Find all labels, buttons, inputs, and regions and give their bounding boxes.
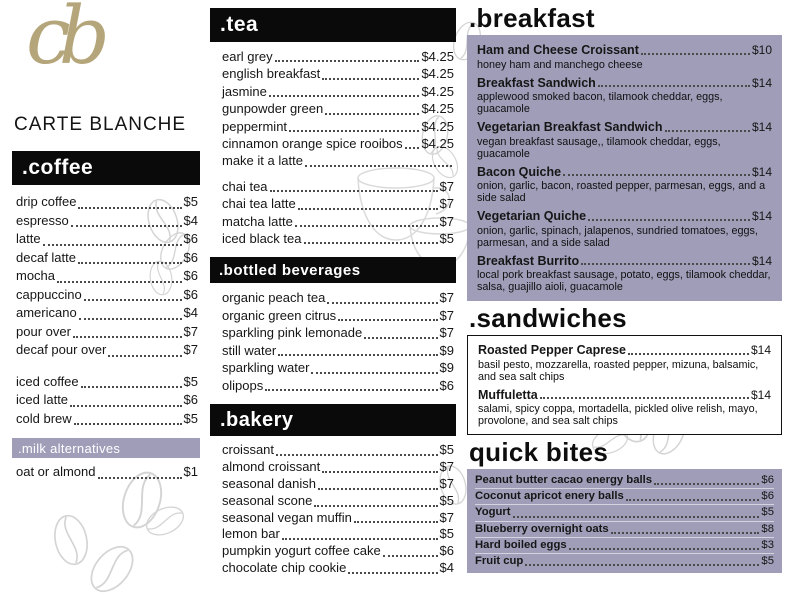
item-price: $5	[439, 231, 454, 247]
menu-item	[477, 165, 772, 205]
item-name: almond croissant	[222, 459, 321, 475]
item-price: $14	[751, 120, 772, 134]
coffee-bean-icon	[78, 534, 146, 604]
menu-item	[222, 442, 454, 459]
dotted-leader	[588, 219, 750, 221]
item-name: pumpkin yogurt coffee cake	[222, 543, 381, 559]
item-name: Hard boiled eggs	[475, 538, 567, 551]
menu-item	[16, 230, 198, 249]
dotted-leader	[626, 499, 760, 501]
item-price: $4	[183, 305, 198, 320]
item-name: iced coffee	[16, 373, 79, 389]
dotted-leader	[78, 207, 181, 209]
dotted-leader	[305, 165, 452, 167]
dotted-leader	[665, 130, 750, 132]
menu-item	[222, 510, 454, 527]
dotted-leader	[338, 319, 437, 321]
menu-item	[16, 212, 198, 231]
item-name: iced black tea	[222, 231, 302, 247]
item-name: espresso	[16, 212, 69, 228]
dotted-leader	[278, 354, 437, 356]
item-price: $7	[439, 307, 454, 323]
menu-item	[222, 324, 454, 342]
menu-item	[222, 230, 454, 247]
item-description: salami, spicy coppa, mortadella, pickled olive relish, mayo, provolone, and sea salt chips	[478, 403, 758, 427]
dotted-leader	[525, 564, 759, 566]
menu-item	[222, 289, 454, 307]
item-name: olipops	[222, 377, 264, 393]
dotted-leader	[540, 397, 749, 399]
item-name: mocha	[16, 268, 56, 283]
menu-item	[16, 249, 198, 268]
item-price: $4	[439, 560, 454, 576]
item-price: $1	[183, 464, 198, 479]
dotted-leader	[598, 85, 750, 87]
dotted-leader	[364, 337, 437, 339]
item-name: Ham and Cheese Croissant	[477, 43, 639, 57]
dotted-leader	[270, 190, 438, 192]
menu-item	[222, 543, 454, 560]
dotted-leader	[628, 353, 749, 355]
item-price: $5	[439, 492, 454, 508]
middle-column	[210, 8, 456, 577]
item-price: $8	[761, 522, 774, 535]
item-price: $7	[439, 509, 454, 525]
item-price: $10	[751, 43, 772, 57]
section-header-breakfast: .breakfast	[469, 3, 595, 33]
item-price: $5	[183, 410, 198, 426]
item-price: $7	[439, 325, 454, 341]
dotted-leader	[383, 555, 438, 557]
item-name: drip coffee	[16, 194, 77, 209]
item-name: organic green citrus	[222, 307, 337, 323]
dotted-leader	[641, 53, 750, 55]
item-price: $5	[439, 526, 454, 542]
coffee-iced-list	[12, 373, 200, 429]
coffee-bean-icon	[47, 509, 96, 572]
quick-bites-box	[467, 469, 782, 573]
item-name: Breakfast Sandwich	[477, 75, 596, 90]
item-price: $5	[761, 506, 774, 519]
item-name: Coconut apricot enery balls	[475, 490, 624, 503]
menu-item	[222, 459, 454, 476]
menu-item	[222, 342, 454, 360]
item-price: $4.25	[421, 49, 454, 64]
item-price: $4.25	[421, 83, 454, 99]
item-name: croissant	[222, 442, 275, 458]
section-title: .bakery	[220, 408, 294, 431]
dotted-leader	[318, 488, 438, 490]
menu-item	[222, 48, 454, 65]
dotted-leader	[81, 386, 182, 388]
bakery-list	[210, 436, 456, 576]
dotted-leader	[98, 477, 182, 479]
menu-item	[16, 286, 198, 305]
menu-item	[222, 118, 454, 135]
menu-item	[222, 526, 454, 543]
dotted-leader	[74, 423, 182, 425]
item-name: Vegetarian Breakfast Sandwich	[477, 120, 663, 134]
item-price: $7	[439, 476, 454, 492]
item-name: Vegetarian Quiche	[477, 209, 587, 223]
dotted-leader	[304, 242, 438, 244]
item-name: chocolate chip cookie	[222, 560, 347, 576]
item-price: $14	[751, 253, 772, 268]
item-price: $6	[183, 392, 198, 407]
item-description: basil pesto, mozzarella, roasted pepper, mizuna, balsamic, and sea salt chips	[478, 358, 759, 383]
item-name: Muffuletta	[478, 387, 538, 402]
menu-item	[16, 323, 198, 342]
item-price: $9	[439, 360, 454, 376]
item-name: chai tea latte	[222, 196, 296, 212]
logo-monogram: cb	[26, 0, 99, 82]
menu-item	[475, 522, 774, 538]
menu-item	[475, 473, 774, 489]
menu-item	[16, 304, 198, 323]
section-title: .milk alternatives	[18, 440, 121, 456]
dotted-leader	[57, 281, 182, 283]
item-description: honey ham and manchego cheese	[477, 58, 643, 71]
dotted-leader	[70, 405, 181, 407]
item-name: Breakfast Burrito	[477, 253, 580, 268]
item-name: peppermint	[222, 118, 288, 134]
menu-item	[222, 100, 454, 117]
item-price: $14	[750, 387, 771, 402]
item-name: latte	[16, 231, 41, 246]
item-name: Peanut butter cacao energy balls	[475, 474, 653, 486]
menu-item	[222, 135, 454, 152]
item-price: $4.25	[421, 101, 454, 117]
menu-item	[222, 65, 454, 82]
menu-item	[222, 178, 454, 195]
item-price: $5	[761, 555, 774, 568]
menu-item	[478, 388, 771, 428]
section-header-bakery	[210, 404, 456, 436]
item-price: $6	[183, 268, 198, 283]
menu-item	[16, 391, 198, 410]
item-price: $6	[439, 377, 454, 393]
menu-item	[16, 341, 198, 360]
dotted-leader	[348, 572, 437, 574]
dotted-leader	[325, 113, 419, 115]
dotted-leader	[581, 263, 750, 265]
item-price: $5	[183, 373, 198, 389]
item-name: cappuccino	[16, 286, 82, 302]
menu-item	[222, 83, 454, 100]
menu-item	[222, 476, 454, 493]
item-price: $14	[751, 75, 772, 90]
item-name: pour over	[16, 323, 71, 339]
dotted-leader	[322, 471, 437, 473]
menu-item	[475, 489, 774, 505]
coffee-hot-list	[12, 185, 200, 360]
menu-item	[475, 538, 774, 554]
item-name: cinnamon orange spice rooibos	[222, 136, 403, 152]
dotted-leader	[79, 318, 182, 320]
dotted-leader	[269, 95, 420, 97]
menu-item	[222, 195, 454, 212]
item-price: $6	[761, 490, 774, 503]
dotted-leader	[265, 389, 437, 391]
section-header-coffee	[12, 151, 200, 185]
item-name: still water	[222, 342, 277, 358]
menu-item	[222, 307, 454, 325]
item-price: $4.25	[421, 136, 454, 152]
item-price: $7	[439, 196, 454, 212]
section-header-sandwiches: .sandwiches	[469, 303, 627, 333]
item-name: earl grey	[222, 49, 273, 64]
section-title: .coffee	[22, 156, 94, 179]
section-title: .bottled beverages	[219, 261, 361, 279]
item-price: $5	[183, 194, 198, 209]
item-name: Fruit cup	[475, 555, 524, 568]
item-price: $7	[439, 290, 454, 306]
dotted-leader	[569, 548, 760, 550]
dotted-leader	[354, 521, 438, 523]
menu-item	[477, 209, 772, 249]
sandwiches-box	[467, 335, 782, 435]
dotted-leader	[108, 355, 181, 357]
menu-item	[475, 554, 774, 569]
tea-specialty-list	[210, 178, 456, 248]
item-name: sparkling pink lemonade	[222, 325, 363, 341]
section-header-tea	[210, 8, 456, 42]
menu-item	[222, 560, 454, 577]
item-name: seasonal danish	[222, 476, 316, 492]
brand-name: CARTE BLANCHE	[14, 114, 187, 135]
item-description: onion, garlic, spinach, jalapenos, sundried tomatoes, eggs, parmesan, and a side salad	[477, 224, 758, 249]
section-header-quick-bites: quick bites	[469, 437, 609, 467]
dotted-leader	[311, 372, 437, 374]
item-name: matcha latte	[222, 213, 293, 229]
menu-item	[477, 43, 772, 71]
item-price: $7	[183, 342, 198, 357]
bottled-beverages-list	[210, 283, 456, 394]
item-price: $4.25	[421, 66, 454, 82]
breakfast-box	[467, 35, 782, 301]
menu-item	[478, 343, 771, 383]
dotted-leader	[84, 299, 182, 301]
item-name: gunpowder green	[222, 101, 324, 117]
menu-item	[16, 463, 198, 482]
menu-item	[16, 410, 198, 429]
dotted-leader	[405, 147, 420, 149]
item-name: americano	[16, 305, 77, 320]
item-name: lemon bar	[222, 526, 280, 542]
dotted-leader	[298, 208, 438, 210]
menu-item	[222, 213, 454, 230]
dotted-leader	[275, 60, 420, 62]
right-column	[467, 4, 782, 573]
item-price: $7	[439, 213, 454, 229]
coffee-bean-icon	[138, 498, 192, 545]
item-price: $14	[751, 164, 772, 179]
item-name: jasmine	[222, 83, 267, 99]
item-price: $7	[439, 178, 454, 194]
item-name: oat or almond	[16, 464, 96, 479]
item-price: $7	[439, 459, 454, 475]
menu-item	[477, 120, 772, 160]
brand-logo	[12, 0, 200, 106]
dotted-leader	[71, 225, 182, 227]
dotted-leader	[513, 516, 760, 518]
item-name: seasonal vegan muffin	[222, 509, 352, 525]
item-price: $14	[751, 209, 772, 223]
menu-item	[16, 373, 198, 392]
item-price: $3	[761, 538, 774, 551]
item-price: $9	[439, 342, 454, 358]
item-name: seasonal scone	[222, 492, 313, 508]
item-name: sparkling water	[222, 360, 310, 376]
item-name: english breakfast	[222, 66, 321, 82]
item-name: make it a latte	[222, 153, 303, 169]
item-name: Blueberry overnight oats	[475, 522, 609, 535]
item-price: $6	[183, 249, 198, 265]
section-header-bottled-beverages	[210, 257, 456, 283]
item-name: decaf pour over	[16, 342, 107, 357]
item-price: $5	[439, 442, 454, 458]
dotted-leader	[73, 336, 182, 338]
dotted-leader	[314, 505, 437, 507]
item-price: $6	[439, 543, 454, 559]
item-price: $14	[750, 343, 771, 357]
item-price: $6	[183, 286, 198, 302]
menu-item	[16, 267, 198, 286]
spacer	[12, 360, 200, 373]
milk-alternatives-list	[12, 458, 200, 482]
dotted-leader	[78, 262, 182, 264]
item-name: Bacon Quiche	[477, 164, 562, 179]
dotted-leader	[654, 483, 759, 485]
item-price: $4.25	[421, 118, 454, 134]
item-description: vegan breakfast sausage,, tilamook cheddar, eggs, guacamole	[477, 135, 721, 160]
dotted-leader	[327, 302, 437, 304]
spacer	[210, 170, 456, 178]
menu-item	[477, 254, 772, 294]
dotted-leader	[322, 78, 419, 80]
dotted-leader	[276, 454, 438, 456]
item-description: onion, garlic, bacon, roasted pepper, parmesan, eggs, and a side salad	[477, 180, 766, 204]
dotted-leader	[295, 225, 438, 227]
item-price: $4	[183, 212, 198, 228]
tea-hot-list	[210, 42, 456, 170]
dotted-leader	[563, 174, 750, 176]
dotted-leader	[611, 532, 760, 534]
item-description: applewood smoked bacon, tilamook cheddar, eggs, guacamole	[477, 91, 723, 115]
item-name: iced latte	[16, 392, 69, 407]
menu-item	[477, 76, 772, 116]
menu-item	[475, 505, 774, 521]
menu-item	[222, 493, 454, 510]
item-name: organic peach tea	[222, 290, 326, 306]
dotted-leader	[282, 538, 438, 540]
item-price: $7	[183, 323, 198, 339]
menu-item	[222, 377, 454, 395]
dotted-leader	[43, 244, 182, 246]
item-name: chai tea	[222, 178, 268, 194]
item-price: $6	[761, 474, 774, 486]
item-name: Roasted Pepper Caprese	[478, 343, 626, 357]
item-name: cold brew	[16, 410, 72, 426]
item-price: $6	[183, 231, 198, 246]
section-title: .tea	[220, 13, 259, 36]
left-column	[12, 0, 200, 482]
section-header-milk-alternatives	[12, 438, 200, 458]
dotted-leader	[289, 130, 419, 132]
item-description: local pork breakfast sausage, potato, eggs, tilamook cheddar, salsa, guajillo aioli, guacamole	[477, 269, 771, 293]
item-name: Yogurt	[475, 506, 511, 519]
item-name: decaf latte	[16, 249, 76, 265]
menu-item	[16, 193, 198, 212]
menu-item	[222, 359, 454, 377]
menu-item	[222, 152, 454, 169]
